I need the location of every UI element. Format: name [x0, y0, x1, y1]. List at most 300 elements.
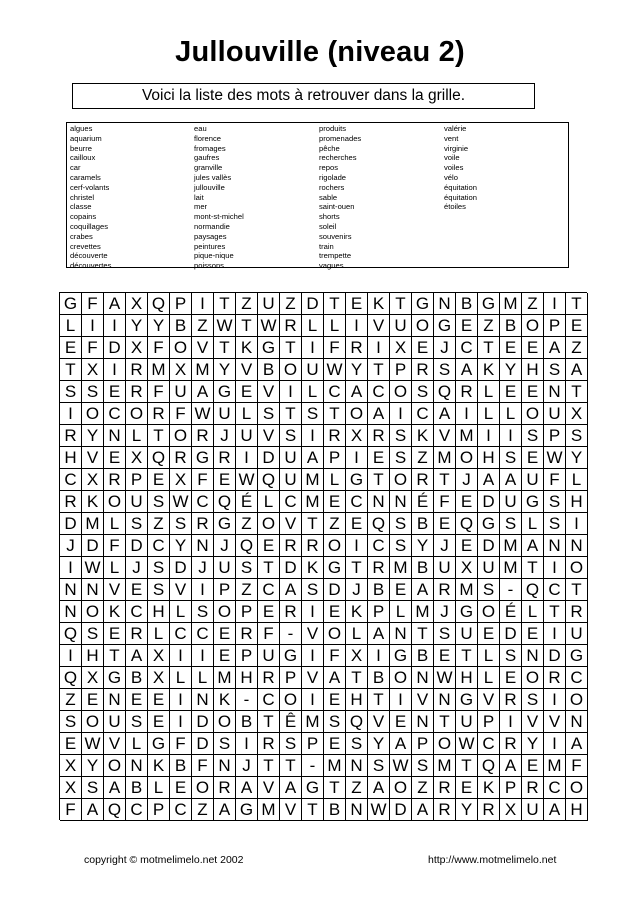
grid-cell[interactable]: B: [456, 293, 478, 315]
grid-cell[interactable]: X: [82, 359, 104, 381]
grid-cell[interactable]: L: [390, 601, 412, 623]
grid-cell[interactable]: U: [566, 623, 588, 645]
grid-cell[interactable]: V: [258, 777, 280, 799]
grid-cell[interactable]: R: [126, 381, 148, 403]
grid-cell[interactable]: Y: [412, 535, 434, 557]
grid-cell[interactable]: Z: [522, 293, 544, 315]
grid-cell[interactable]: T: [434, 469, 456, 491]
grid-cell[interactable]: D: [280, 557, 302, 579]
grid-cell[interactable]: R: [214, 777, 236, 799]
grid-cell[interactable]: V: [258, 425, 280, 447]
grid-cell[interactable]: W: [368, 799, 390, 821]
grid-cell[interactable]: O: [456, 447, 478, 469]
grid-cell[interactable]: E: [390, 579, 412, 601]
grid-cell[interactable]: I: [368, 337, 390, 359]
grid-cell[interactable]: O: [390, 381, 412, 403]
grid-cell[interactable]: V: [302, 623, 324, 645]
grid-cell[interactable]: S: [236, 557, 258, 579]
grid-cell[interactable]: M: [456, 579, 478, 601]
grid-cell[interactable]: A: [368, 777, 390, 799]
grid-cell[interactable]: O: [566, 557, 588, 579]
grid-cell[interactable]: Q: [60, 623, 82, 645]
grid-cell[interactable]: V: [82, 447, 104, 469]
grid-cell[interactable]: R: [280, 601, 302, 623]
grid-cell[interactable]: F: [82, 293, 104, 315]
grid-cell[interactable]: O: [324, 535, 346, 557]
grid-cell[interactable]: W: [258, 315, 280, 337]
grid-cell[interactable]: M: [214, 667, 236, 689]
grid-cell[interactable]: C: [258, 689, 280, 711]
grid-cell[interactable]: S: [434, 623, 456, 645]
grid-cell[interactable]: I: [302, 601, 324, 623]
grid-cell[interactable]: O: [258, 513, 280, 535]
grid-cell[interactable]: C: [346, 491, 368, 513]
grid-cell[interactable]: H: [566, 799, 588, 821]
grid-cell[interactable]: C: [104, 403, 126, 425]
grid-cell[interactable]: W: [236, 469, 258, 491]
grid-cell[interactable]: R: [566, 601, 588, 623]
grid-cell[interactable]: N: [192, 535, 214, 557]
grid-cell[interactable]: G: [214, 381, 236, 403]
grid-cell[interactable]: I: [60, 557, 82, 579]
grid-cell[interactable]: R: [302, 535, 324, 557]
grid-cell[interactable]: U: [522, 799, 544, 821]
grid-cell[interactable]: K: [478, 777, 500, 799]
grid-cell[interactable]: R: [522, 777, 544, 799]
grid-cell[interactable]: E: [346, 293, 368, 315]
grid-cell[interactable]: D: [390, 799, 412, 821]
grid-cell[interactable]: I: [104, 315, 126, 337]
grid-cell[interactable]: L: [258, 491, 280, 513]
grid-cell[interactable]: A: [82, 799, 104, 821]
grid-cell[interactable]: E: [324, 733, 346, 755]
grid-cell[interactable]: A: [324, 667, 346, 689]
grid-cell[interactable]: S: [434, 359, 456, 381]
grid-cell[interactable]: Z: [346, 777, 368, 799]
grid-cell[interactable]: R: [280, 315, 302, 337]
grid-cell[interactable]: X: [170, 359, 192, 381]
grid-cell[interactable]: W: [324, 359, 346, 381]
grid-cell[interactable]: O: [346, 403, 368, 425]
grid-cell[interactable]: U: [456, 623, 478, 645]
grid-cell[interactable]: I: [390, 689, 412, 711]
grid-cell[interactable]: E: [434, 645, 456, 667]
grid-cell[interactable]: E: [522, 755, 544, 777]
grid-cell[interactable]: S: [544, 359, 566, 381]
grid-cell[interactable]: G: [60, 293, 82, 315]
grid-cell[interactable]: I: [368, 645, 390, 667]
grid-cell[interactable]: R: [280, 535, 302, 557]
grid-cell[interactable]: S: [82, 381, 104, 403]
grid-cell[interactable]: R: [104, 469, 126, 491]
grid-cell[interactable]: C: [170, 799, 192, 821]
grid-cell[interactable]: E: [126, 579, 148, 601]
grid-cell[interactable]: E: [412, 337, 434, 359]
grid-cell[interactable]: U: [214, 403, 236, 425]
grid-cell[interactable]: G: [280, 645, 302, 667]
grid-cell[interactable]: O: [522, 667, 544, 689]
grid-cell[interactable]: I: [544, 557, 566, 579]
grid-cell[interactable]: G: [390, 645, 412, 667]
grid-cell[interactable]: T: [368, 689, 390, 711]
grid-cell[interactable]: R: [258, 667, 280, 689]
grid-cell[interactable]: G: [478, 293, 500, 315]
grid-cell[interactable]: S: [60, 711, 82, 733]
grid-cell[interactable]: Z: [412, 777, 434, 799]
grid-cell[interactable]: F: [566, 755, 588, 777]
grid-cell[interactable]: Z: [412, 447, 434, 469]
grid-cell[interactable]: G: [412, 293, 434, 315]
grid-cell[interactable]: G: [104, 667, 126, 689]
grid-cell[interactable]: E: [60, 337, 82, 359]
grid-cell[interactable]: P: [368, 601, 390, 623]
grid-cell[interactable]: I: [566, 513, 588, 535]
grid-cell[interactable]: J: [236, 755, 258, 777]
grid-cell[interactable]: T: [258, 711, 280, 733]
grid-cell[interactable]: L: [126, 425, 148, 447]
grid-cell[interactable]: A: [126, 645, 148, 667]
grid-cell[interactable]: T: [346, 667, 368, 689]
grid-cell[interactable]: N: [60, 601, 82, 623]
grid-cell[interactable]: L: [170, 601, 192, 623]
grid-cell[interactable]: C: [258, 579, 280, 601]
grid-cell[interactable]: U: [544, 403, 566, 425]
grid-cell[interactable]: N: [214, 755, 236, 777]
grid-cell[interactable]: I: [500, 711, 522, 733]
grid-cell[interactable]: T: [214, 337, 236, 359]
grid-cell[interactable]: R: [236, 623, 258, 645]
grid-cell[interactable]: D: [60, 513, 82, 535]
grid-cell[interactable]: G: [434, 315, 456, 337]
grid-cell[interactable]: J: [126, 557, 148, 579]
grid-cell[interactable]: V: [368, 711, 390, 733]
grid-cell[interactable]: U: [390, 315, 412, 337]
grid-cell[interactable]: O: [214, 601, 236, 623]
grid-cell[interactable]: C: [412, 403, 434, 425]
grid-cell[interactable]: F: [544, 469, 566, 491]
grid-cell[interactable]: S: [500, 447, 522, 469]
grid-cell[interactable]: I: [544, 293, 566, 315]
grid-cell[interactable]: Y: [368, 733, 390, 755]
grid-cell[interactable]: R: [368, 425, 390, 447]
grid-cell[interactable]: L: [478, 645, 500, 667]
grid-cell[interactable]: A: [390, 733, 412, 755]
grid-cell[interactable]: B: [126, 667, 148, 689]
grid-cell[interactable]: N: [412, 711, 434, 733]
grid-cell[interactable]: A: [456, 359, 478, 381]
grid-cell[interactable]: V: [192, 337, 214, 359]
grid-cell[interactable]: O: [104, 755, 126, 777]
grid-cell[interactable]: I: [302, 689, 324, 711]
grid-cell[interactable]: A: [412, 799, 434, 821]
grid-cell[interactable]: U: [434, 557, 456, 579]
grid-cell[interactable]: H: [522, 359, 544, 381]
grid-cell[interactable]: L: [324, 469, 346, 491]
grid-cell[interactable]: E: [258, 601, 280, 623]
grid-cell[interactable]: T: [324, 403, 346, 425]
grid-cell[interactable]: X: [148, 667, 170, 689]
grid-cell[interactable]: S: [390, 425, 412, 447]
grid-cell[interactable]: T: [236, 315, 258, 337]
grid-cell[interactable]: É: [500, 601, 522, 623]
grid-cell[interactable]: S: [82, 623, 104, 645]
grid-cell[interactable]: R: [126, 623, 148, 645]
grid-cell[interactable]: O: [522, 315, 544, 337]
grid-cell[interactable]: R: [258, 733, 280, 755]
grid-cell[interactable]: Q: [522, 579, 544, 601]
grid-cell[interactable]: Y: [522, 733, 544, 755]
grid-cell[interactable]: U: [280, 447, 302, 469]
grid-cell[interactable]: T: [368, 359, 390, 381]
grid-cell[interactable]: S: [324, 711, 346, 733]
grid-cell[interactable]: Q: [104, 799, 126, 821]
grid-cell[interactable]: V: [104, 579, 126, 601]
grid-cell[interactable]: B: [126, 777, 148, 799]
grid-cell[interactable]: J: [434, 535, 456, 557]
grid-cell[interactable]: O: [390, 777, 412, 799]
grid-cell[interactable]: E: [434, 513, 456, 535]
grid-cell[interactable]: E: [346, 513, 368, 535]
grid-cell[interactable]: I: [390, 403, 412, 425]
grid-cell[interactable]: -: [302, 755, 324, 777]
grid-cell[interactable]: U: [170, 381, 192, 403]
grid-cell[interactable]: G: [258, 337, 280, 359]
grid-cell[interactable]: L: [522, 601, 544, 623]
grid-cell[interactable]: D: [324, 579, 346, 601]
grid-cell[interactable]: S: [192, 601, 214, 623]
grid-cell[interactable]: Y: [148, 315, 170, 337]
grid-cell[interactable]: L: [126, 733, 148, 755]
grid-cell[interactable]: U: [258, 293, 280, 315]
grid-cell[interactable]: D: [192, 711, 214, 733]
grid-cell[interactable]: X: [82, 667, 104, 689]
grid-cell[interactable]: I: [302, 337, 324, 359]
grid-cell[interactable]: P: [478, 711, 500, 733]
grid-cell[interactable]: O: [412, 315, 434, 337]
grid-cell[interactable]: L: [104, 557, 126, 579]
grid-cell[interactable]: E: [148, 469, 170, 491]
grid-cell[interactable]: T: [434, 711, 456, 733]
grid-cell[interactable]: A: [302, 447, 324, 469]
grid-cell[interactable]: K: [214, 689, 236, 711]
grid-cell[interactable]: C: [170, 623, 192, 645]
grid-cell[interactable]: A: [522, 535, 544, 557]
grid-cell[interactable]: E: [390, 711, 412, 733]
grid-cell[interactable]: S: [258, 403, 280, 425]
grid-cell[interactable]: N: [368, 491, 390, 513]
grid-cell[interactable]: A: [544, 799, 566, 821]
grid-cell[interactable]: V: [104, 733, 126, 755]
grid-cell[interactable]: P: [236, 645, 258, 667]
grid-cell[interactable]: E: [500, 667, 522, 689]
grid-cell[interactable]: S: [390, 535, 412, 557]
grid-cell[interactable]: G: [148, 733, 170, 755]
grid-cell[interactable]: I: [60, 403, 82, 425]
grid-cell[interactable]: E: [148, 711, 170, 733]
grid-cell[interactable]: V: [368, 315, 390, 337]
grid-cell[interactable]: R: [60, 491, 82, 513]
grid-cell[interactable]: F: [192, 469, 214, 491]
grid-cell[interactable]: V: [434, 425, 456, 447]
grid-cell[interactable]: F: [434, 491, 456, 513]
grid-cell[interactable]: R: [412, 359, 434, 381]
grid-cell[interactable]: V: [258, 381, 280, 403]
grid-cell[interactable]: E: [478, 623, 500, 645]
grid-cell[interactable]: M: [434, 755, 456, 777]
grid-cell[interactable]: K: [104, 601, 126, 623]
grid-cell[interactable]: S: [126, 711, 148, 733]
grid-cell[interactable]: O: [82, 601, 104, 623]
grid-cell[interactable]: A: [566, 733, 588, 755]
grid-cell[interactable]: T: [544, 601, 566, 623]
grid-cell[interactable]: L: [170, 667, 192, 689]
grid-cell[interactable]: S: [60, 381, 82, 403]
grid-cell[interactable]: A: [566, 359, 588, 381]
grid-cell[interactable]: M: [324, 755, 346, 777]
grid-cell[interactable]: L: [522, 513, 544, 535]
grid-cell[interactable]: E: [324, 601, 346, 623]
grid-cell[interactable]: X: [500, 799, 522, 821]
grid-cell[interactable]: E: [104, 381, 126, 403]
grid-cell[interactable]: O: [82, 711, 104, 733]
grid-cell[interactable]: V: [544, 711, 566, 733]
grid-cell[interactable]: T: [456, 645, 478, 667]
grid-cell[interactable]: W: [82, 557, 104, 579]
grid-cell[interactable]: E: [456, 777, 478, 799]
grid-cell[interactable]: G: [522, 491, 544, 513]
grid-cell[interactable]: M: [192, 359, 214, 381]
grid-cell[interactable]: V: [170, 579, 192, 601]
grid-cell[interactable]: F: [104, 535, 126, 557]
grid-cell[interactable]: H: [148, 601, 170, 623]
grid-cell[interactable]: T: [258, 755, 280, 777]
grid-cell[interactable]: O: [324, 623, 346, 645]
grid-cell[interactable]: Ê: [280, 711, 302, 733]
grid-cell[interactable]: L: [104, 513, 126, 535]
grid-cell[interactable]: P: [236, 601, 258, 623]
grid-cell[interactable]: I: [302, 425, 324, 447]
grid-cell[interactable]: S: [148, 579, 170, 601]
grid-cell[interactable]: O: [280, 689, 302, 711]
grid-cell[interactable]: L: [346, 623, 368, 645]
grid-cell[interactable]: O: [126, 403, 148, 425]
grid-cell[interactable]: V: [302, 667, 324, 689]
grid-cell[interactable]: X: [346, 425, 368, 447]
grid-cell[interactable]: G: [346, 469, 368, 491]
grid-cell[interactable]: O: [434, 733, 456, 755]
grid-cell[interactable]: O: [104, 491, 126, 513]
grid-cell[interactable]: F: [148, 381, 170, 403]
grid-cell[interactable]: Y: [82, 425, 104, 447]
grid-cell[interactable]: O: [390, 667, 412, 689]
grid-cell[interactable]: R: [500, 733, 522, 755]
grid-cell[interactable]: O: [214, 711, 236, 733]
grid-cell[interactable]: E: [500, 337, 522, 359]
grid-cell[interactable]: R: [60, 425, 82, 447]
grid-cell[interactable]: Q: [258, 469, 280, 491]
grid-cell[interactable]: T: [324, 293, 346, 315]
grid-cell[interactable]: Q: [148, 447, 170, 469]
grid-cell[interactable]: C: [280, 491, 302, 513]
grid-cell[interactable]: M: [412, 601, 434, 623]
grid-cell[interactable]: J: [434, 601, 456, 623]
grid-cell[interactable]: I: [236, 447, 258, 469]
grid-cell[interactable]: B: [170, 755, 192, 777]
grid-cell[interactable]: E: [324, 491, 346, 513]
grid-cell[interactable]: O: [82, 403, 104, 425]
grid-cell[interactable]: X: [148, 645, 170, 667]
grid-cell[interactable]: P: [412, 733, 434, 755]
grid-cell[interactable]: S: [302, 579, 324, 601]
grid-cell[interactable]: I: [170, 711, 192, 733]
grid-cell[interactable]: W: [434, 667, 456, 689]
grid-cell[interactable]: E: [522, 337, 544, 359]
grid-cell[interactable]: H: [478, 447, 500, 469]
grid-cell[interactable]: Q: [434, 381, 456, 403]
grid-cell[interactable]: M: [500, 535, 522, 557]
grid-cell[interactable]: C: [148, 535, 170, 557]
grid-cell[interactable]: G: [302, 777, 324, 799]
grid-cell[interactable]: E: [258, 535, 280, 557]
grid-cell[interactable]: A: [104, 293, 126, 315]
grid-cell[interactable]: E: [104, 623, 126, 645]
grid-cell[interactable]: X: [566, 403, 588, 425]
grid-cell[interactable]: F: [324, 337, 346, 359]
grid-cell[interactable]: J: [60, 535, 82, 557]
grid-cell[interactable]: Z: [280, 293, 302, 315]
grid-cell[interactable]: J: [214, 425, 236, 447]
grid-cell[interactable]: B: [412, 557, 434, 579]
grid-cell[interactable]: L: [302, 381, 324, 403]
grid-cell[interactable]: E: [522, 447, 544, 469]
grid-cell[interactable]: R: [192, 513, 214, 535]
grid-cell[interactable]: L: [192, 667, 214, 689]
grid-cell[interactable]: K: [82, 491, 104, 513]
grid-cell[interactable]: K: [302, 557, 324, 579]
grid-cell[interactable]: U: [214, 557, 236, 579]
grid-cell[interactable]: R: [434, 777, 456, 799]
grid-cell[interactable]: N: [544, 381, 566, 403]
grid-cell[interactable]: Q: [478, 755, 500, 777]
grid-cell[interactable]: N: [412, 667, 434, 689]
grid-cell[interactable]: T: [566, 293, 588, 315]
grid-cell[interactable]: N: [390, 491, 412, 513]
grid-cell[interactable]: -: [280, 623, 302, 645]
grid-cell[interactable]: H: [456, 667, 478, 689]
grid-cell[interactable]: S: [170, 513, 192, 535]
grid-cell[interactable]: I: [192, 579, 214, 601]
grid-cell[interactable]: O: [280, 359, 302, 381]
grid-cell[interactable]: P: [544, 315, 566, 337]
grid-cell[interactable]: S: [478, 579, 500, 601]
grid-cell[interactable]: P: [544, 425, 566, 447]
grid-cell[interactable]: I: [280, 381, 302, 403]
grid-cell[interactable]: R: [324, 425, 346, 447]
grid-cell[interactable]: N: [390, 623, 412, 645]
grid-cell[interactable]: F: [148, 337, 170, 359]
grid-cell[interactable]: E: [566, 315, 588, 337]
grid-cell[interactable]: U: [302, 359, 324, 381]
grid-cell[interactable]: S: [368, 755, 390, 777]
grid-cell[interactable]: Q: [368, 513, 390, 535]
grid-cell[interactable]: Z: [148, 513, 170, 535]
grid-cell[interactable]: N: [434, 293, 456, 315]
grid-cell[interactable]: X: [82, 469, 104, 491]
grid-cell[interactable]: Q: [60, 667, 82, 689]
grid-cell[interactable]: C: [478, 733, 500, 755]
grid-cell[interactable]: D: [258, 447, 280, 469]
grid-cell[interactable]: D: [544, 645, 566, 667]
